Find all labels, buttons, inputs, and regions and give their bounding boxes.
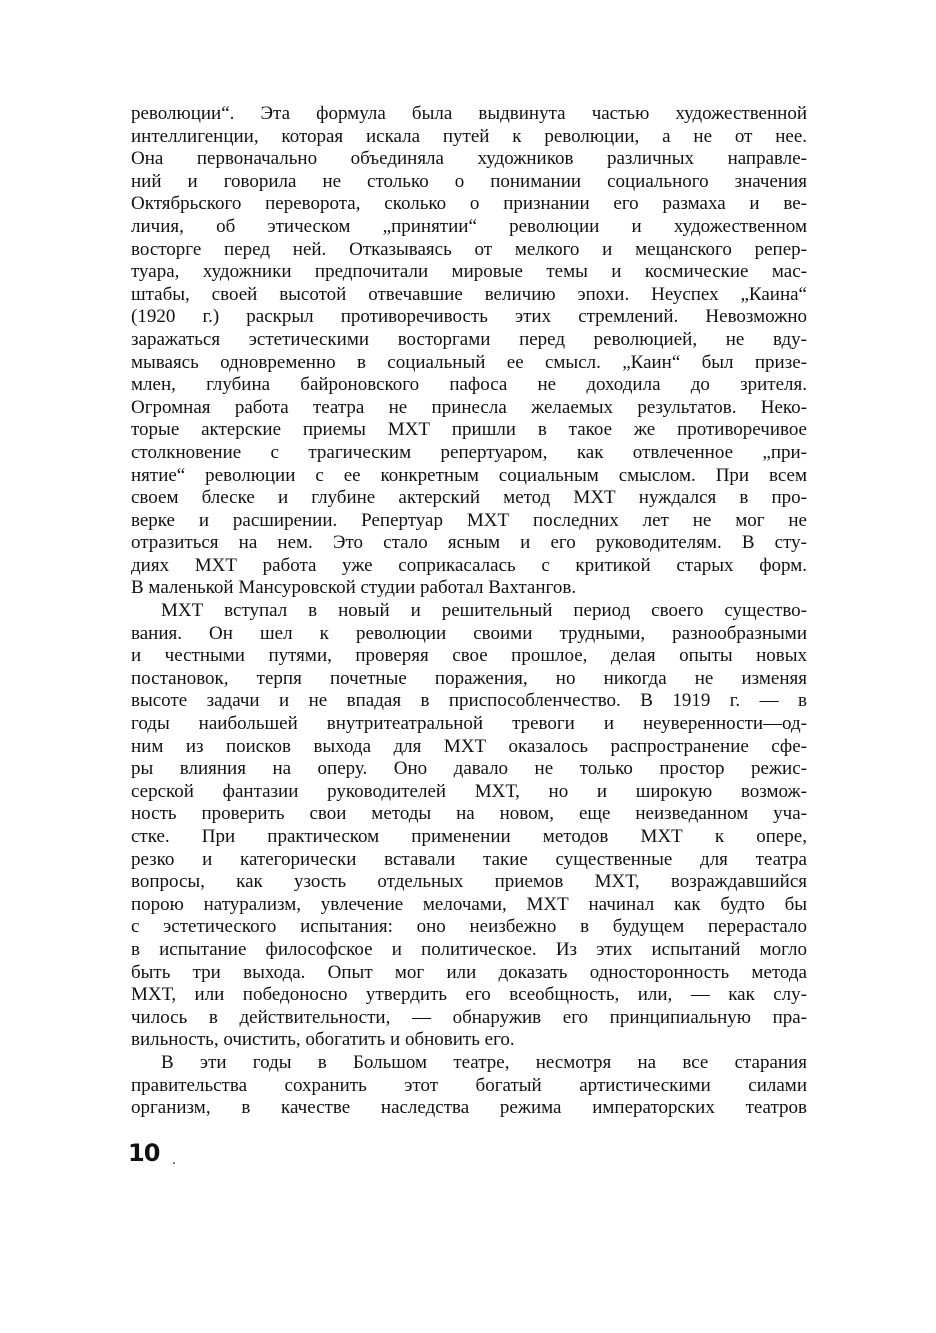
- text-line: серской фантазии руководителей МХТ, но и широкую возмож-: [131, 780, 807, 802]
- text-line: столкновение с трагическим репертуаром, как отвлеченное „при-: [131, 441, 807, 463]
- text-line: штабы, своей высотой отвечавшие величию эпохи. Неуспех „Каина“: [131, 283, 807, 305]
- print-speck: [173, 1162, 175, 1164]
- text-line: заражаться эстетическими восторгами перед революцией, не вду-: [131, 328, 807, 350]
- text-line: ним из поисков выхода для МХТ оказалось распространение сфе-: [131, 735, 807, 757]
- text-line: интеллигенции, которая искала путей к революции, а не от нее.: [131, 125, 807, 147]
- text-line: (1920 г.) раскрыл противоречивость этих стремлений. Невозможно: [131, 306, 807, 328]
- text-line: быть три выхода. Опыт мог или доказать односторонность метода: [131, 961, 807, 983]
- text-line: своем блеске и глубине актерский метод МХТ нуждался в про-: [131, 487, 807, 509]
- text-line: порою натурализм, увлечение мелочами, МХТ начинал как будто бы: [131, 893, 807, 915]
- text-line: постановок, терпя почетные поражения, но никогда не изменяя: [131, 667, 807, 689]
- text-line: личия, об этическом „принятии“ революции и художественном: [131, 215, 807, 237]
- text-line: мываясь одновременно в социальный ее смысл. „Каин“ был призе-: [131, 351, 807, 373]
- text-line: вания. Он шел к революции своими трудными, разнообразными: [131, 622, 807, 644]
- text-line: резко и категорически вставали такие существенные для театра: [131, 848, 807, 870]
- body-text: [131, 103, 807, 1120]
- text-line: нятие“ революции с ее конкретным социальным смыслом. При всем: [131, 464, 807, 486]
- text-line: восторге перед ней. Отказываясь от мелкого и мещанского репер-: [131, 238, 807, 260]
- text-line: верке и расширении. Репертуар МХТ последних лет не мог не: [131, 509, 807, 531]
- text-line: отразиться на нем. Это стало ясным и его руководителям. В сту-: [131, 532, 807, 554]
- text-line: вильность, очистить, обогатить и обновить его.: [131, 1029, 515, 1051]
- text-line: туара, художники предпочитали мировые темы и космические мас-: [131, 261, 807, 283]
- text-line: ний и говорила не столько о понимании социального значения: [131, 170, 807, 192]
- text-line: торые актерские приемы МХТ пришли в такое же противоречивое: [131, 419, 807, 441]
- text-line: стке. При практическом применении методов МХТ к опере,: [131, 826, 807, 847]
- text-line: ность проверить свои методы на новом, еще неизведанном уча-: [131, 803, 807, 825]
- text-line: с эстетического испытания: оно неизбежно в будущем перерастало: [131, 916, 807, 938]
- text-line: ры влияния на оперу. Оно давало не только простор режис-: [131, 758, 807, 780]
- text-line: высоте задачи и не впадая в приспособленчество. В 1919 г. — в: [131, 690, 807, 712]
- text-line: диях МХТ работа уже соприкасалась с критикой старых форм.: [131, 554, 807, 576]
- text-line: и честными путями, проверяя свое прошлое, делая опыты новых: [131, 645, 807, 667]
- text-line: млен, глубина байроновского пафоса не доходила до зрителя.: [131, 374, 807, 396]
- text-line: В маленькой Мансуровской студии работал Вахтангов.: [131, 577, 577, 599]
- page-number: 10: [128, 1139, 160, 1167]
- text-line: революции“. Эта формула была выдвинута частью художественной: [131, 103, 807, 124]
- text-line: вопросы, как узость отдельных приемов МХТ, возраждавшийся: [131, 871, 807, 893]
- text-line: Октябрьского переворота, сколько о признании его размаха и ве-: [131, 193, 807, 215]
- text-line: чилось в действительности, — обнаружив его принципиальную пра-: [131, 1006, 807, 1028]
- text-line: В эти годы в Большом театре, несмотря на все старания: [161, 1051, 807, 1073]
- text-line: правительства сохранить этот богатый артистическими силами: [131, 1074, 807, 1096]
- text-line: МХТ, или победоносно утвердить его всеобщность, или, — как слу-: [131, 984, 807, 1006]
- text-line: Огромная работа театра не принесла желаемых результатов. Неко-: [131, 396, 807, 418]
- text-line: организм, в качестве наследства режима императорских театров: [131, 1097, 807, 1119]
- text-line: в испытание философское и политическое. Из этих испытаний могло: [131, 938, 807, 960]
- text-line: Она первоначально объединяла художников различных направле-: [131, 148, 807, 170]
- text-line: МХТ вступал в новый и решительный период своего существо-: [161, 600, 807, 622]
- text-line: годы наибольшей внутритеатральной тревоги и неуверенности—од-: [131, 713, 807, 735]
